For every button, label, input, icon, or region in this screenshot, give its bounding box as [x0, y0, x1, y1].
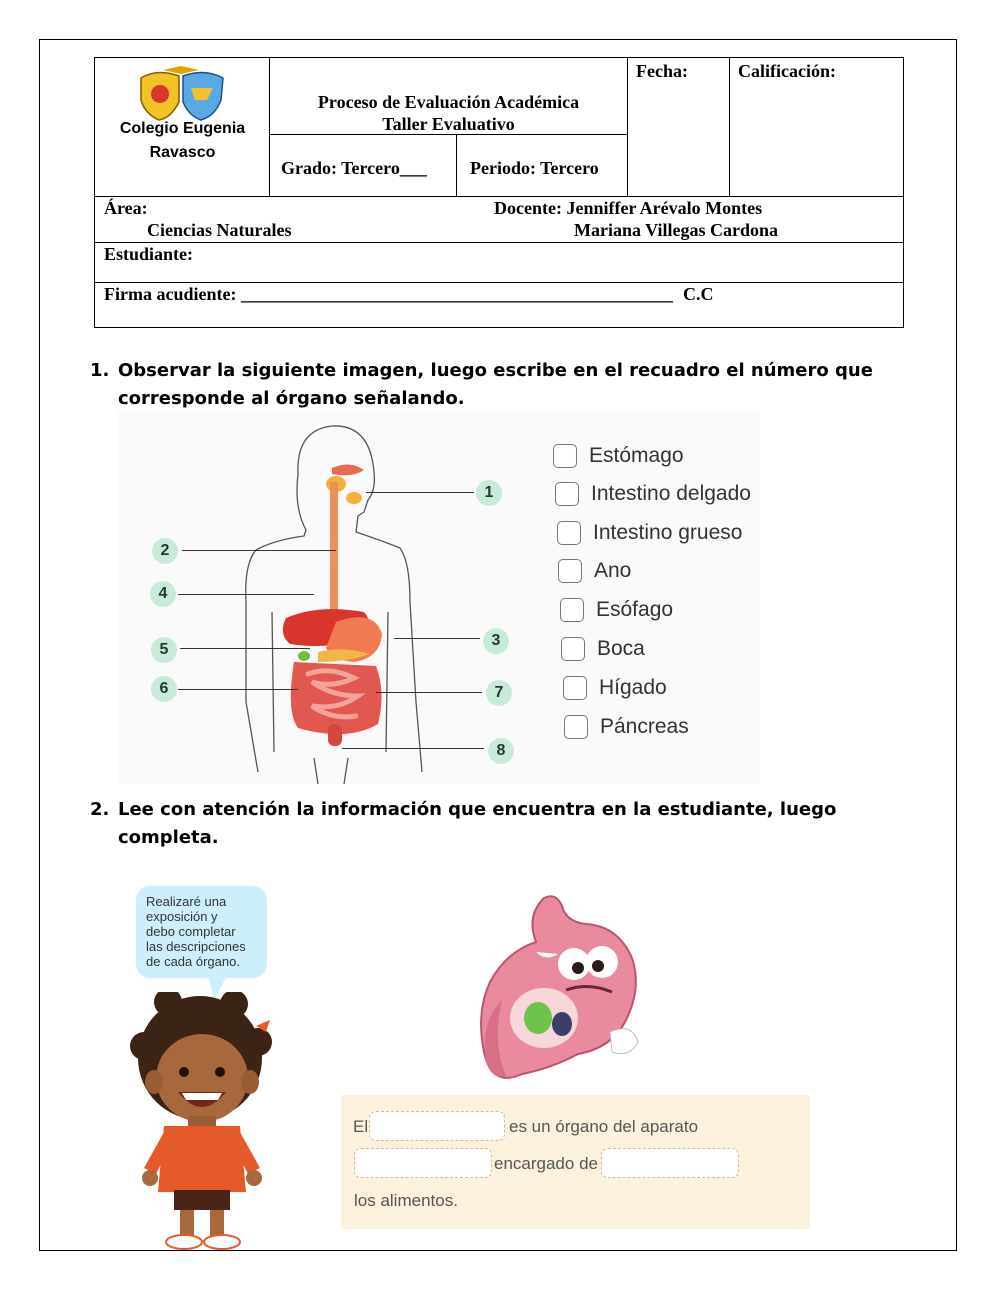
blank-function[interactable]: [601, 1148, 739, 1178]
area-label: Área:: [104, 198, 148, 218]
leader-line: [376, 692, 482, 693]
answer-box[interactable]: [557, 521, 581, 545]
answer-box[interactable]: [564, 715, 588, 739]
bubble-line: exposición y: [146, 909, 218, 924]
bubble-line: las descripciones: [146, 939, 246, 954]
option-label: Ano: [594, 559, 632, 582]
digestive-system-diagram: [118, 412, 760, 784]
marker-4: 4: [150, 581, 176, 607]
sentence-part3: encargado de: [494, 1154, 598, 1173]
question-1-line2: corresponde al órgano señalando.: [118, 388, 465, 409]
leader-line: [180, 648, 310, 649]
process-subtitle: Taller Evaluativo: [382, 114, 515, 134]
sentence-part4: los alimentos.: [354, 1191, 458, 1210]
option-label: Intestino grueso: [593, 521, 743, 544]
guardian-signature-label: Firma acudiente: ________________________________________________: [104, 284, 673, 304]
score-cell[interactable]: [730, 58, 903, 197]
student-boy-illustration: [124, 992, 284, 1252]
option-boca[interactable]: [561, 637, 645, 661]
leader-line: [394, 638, 480, 639]
question-2-number: 2.: [90, 799, 110, 820]
option-estomago[interactable]: [553, 444, 684, 468]
answer-box[interactable]: [561, 637, 585, 661]
answer-box[interactable]: [555, 482, 579, 506]
period-cell: [457, 135, 628, 197]
question-2: [90, 796, 930, 852]
leader-line: [178, 689, 298, 690]
sentence-completion-panel: [341, 1095, 810, 1229]
leader-line: [342, 748, 484, 749]
leader-line: [366, 492, 474, 493]
speech-bubble-text: [146, 894, 264, 969]
question-1-line1: Observar la siguiente imagen, luego escribe en el recuadro el número que: [118, 360, 873, 381]
option-esofago[interactable]: [560, 598, 673, 622]
question-1-number: 1.: [90, 360, 110, 381]
header-table: [94, 57, 904, 328]
student-row[interactable]: [95, 243, 903, 283]
marker-8: 8: [488, 738, 514, 764]
bubble-line: de cada órgano.: [146, 954, 240, 969]
area-value: Ciencias Naturales: [147, 220, 292, 240]
answer-box[interactable]: [563, 676, 587, 700]
option-label: Hígado: [599, 676, 667, 699]
option-label: Estómago: [589, 444, 684, 467]
answer-box[interactable]: [560, 598, 584, 622]
option-pancreas[interactable]: [564, 715, 689, 739]
teacher-2: Mariana Villegas Cardona: [574, 220, 779, 240]
process-title-cell: [270, 58, 628, 135]
answer-box[interactable]: [558, 559, 582, 583]
question-2-line2: completa.: [118, 827, 219, 848]
option-label: Páncreas: [600, 715, 689, 738]
marker-5: 5: [151, 637, 177, 663]
marker-3: 3: [483, 628, 509, 654]
question-1: [90, 357, 930, 413]
id-label: C.C: [683, 284, 714, 304]
option-intestino-grueso[interactable]: [557, 521, 742, 545]
option-intestino-delgado[interactable]: [555, 482, 751, 506]
marker-7: 7: [486, 680, 512, 706]
option-label: Intestino delgado: [591, 482, 751, 505]
sentence-part1: El: [353, 1117, 369, 1136]
area-row: [95, 197, 903, 243]
school-name-line2: Ravasco: [149, 144, 216, 161]
student-label: Estudiante:: [104, 244, 194, 264]
teacher-label: Docente: Jenniffer Arévalo Montes: [494, 198, 763, 218]
marker-2: 2: [152, 538, 178, 564]
option-label: Esófago: [596, 598, 674, 621]
logo-cell: [95, 58, 270, 197]
answer-box[interactable]: [553, 444, 577, 468]
sentence-part2: es un órgano del aparato: [509, 1117, 699, 1136]
option-label: Boca: [597, 637, 645, 660]
period-label: Periodo: Tercero: [470, 158, 599, 178]
date-cell[interactable]: [628, 58, 730, 197]
bubble-line: debo completar: [146, 924, 236, 939]
blank-organ-name[interactable]: [369, 1111, 505, 1141]
bubble-line: Realizaré una: [146, 894, 227, 909]
speech-bubble: [136, 886, 267, 978]
question-2-line1: Lee con atención la información que encuentra en la estudiante, luego: [118, 799, 837, 820]
marker-6: 6: [151, 676, 177, 702]
grade-label: Grado: Tercero___: [281, 158, 427, 178]
option-ano[interactable]: [558, 559, 631, 583]
option-higado[interactable]: [563, 676, 667, 700]
leader-line: [178, 594, 314, 595]
grade-cell: [270, 135, 457, 197]
school-crest-icon: [133, 64, 229, 122]
blank-system-name[interactable]: [354, 1148, 492, 1178]
human-body-illustration: [118, 412, 538, 784]
guardian-row[interactable]: [95, 283, 903, 327]
school-name-line1: Colegio Eugenia: [119, 120, 246, 137]
leader-line: [182, 550, 336, 551]
marker-1: 1: [476, 480, 502, 506]
stomach-character-illustration: [462, 892, 672, 1092]
score-label: Calificación:: [738, 61, 836, 81]
process-title: Proceso de Evaluación Académica: [317, 92, 580, 112]
date-label: Fecha:: [636, 61, 688, 81]
